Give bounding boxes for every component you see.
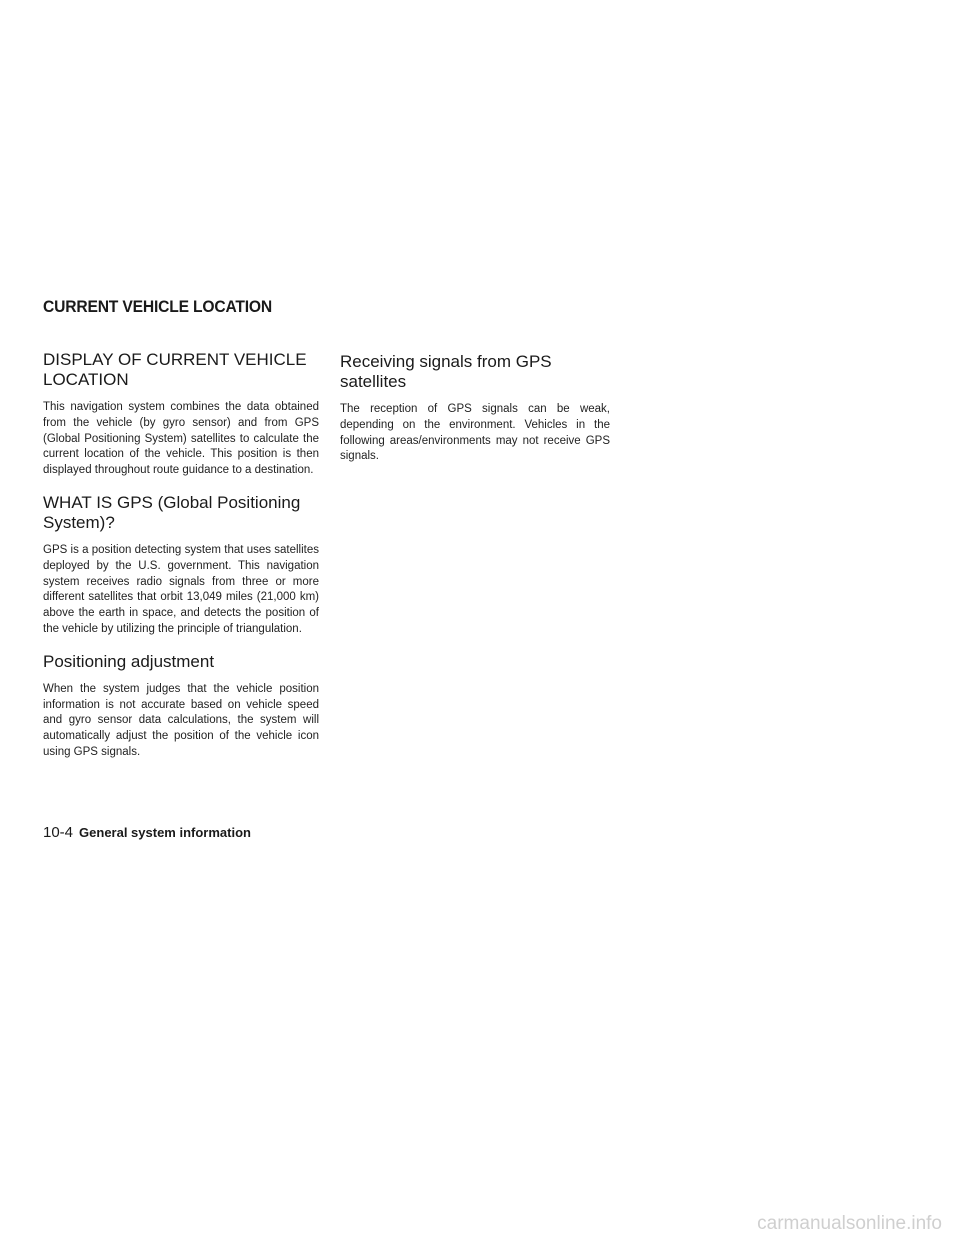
- paragraph-what-is-gps: GPS is a position detecting system that uses satellites deployed by the U.S. government. This navigation system receives radio signals from three or more different satellites that orbit 13,049 miles (21,000 km) above the earth in space, and detects the position of the vehicle by utilizing the principle of triangulation.: [43, 543, 319, 635]
- paragraph-positioning-adjustment: When the system judges that the vehicle position information is not accurate based on vehicle speed and gyro sensor data calculations, the system will automatically adjust the position of the vehicle icon using GPS signals.: [43, 682, 319, 758]
- heading-display-current-location: DISPLAY OF CURRENT VEHICLE LOCATION: [43, 350, 307, 389]
- right-column: [340, 352, 616, 465]
- section-title: CURRENT VEHICLE LOCATION: [43, 297, 273, 316]
- page-number: 10-4: [43, 824, 74, 841]
- heading-receiving-gps-signals: Receiving signals from GPS satellites: [340, 352, 552, 391]
- heading-positioning-adjustment: Positioning adjustment: [43, 651, 215, 671]
- page-footer: [43, 824, 251, 842]
- paragraph-display-current-location: This navigation system combines the data obtained from the vehicle (by gyro sensor) and from GPS (Global Positioning System) satellites to calculate the current location of the vehicle. This position is then displayed throughout route guidance to a destination.: [43, 401, 319, 477]
- paragraph-receiving-gps-signals: The reception of GPS signals can be weak, depending on the environment. Vehicles in the following areas/environments may not receive GPS signals.: [340, 403, 610, 463]
- footer-section-name: General system information: [79, 825, 251, 840]
- watermark: carmanualsonline.info: [757, 1213, 942, 1234]
- heading-what-is-gps: WHAT IS GPS (Global Positioning System)?: [43, 492, 301, 532]
- left-column: [43, 350, 319, 761]
